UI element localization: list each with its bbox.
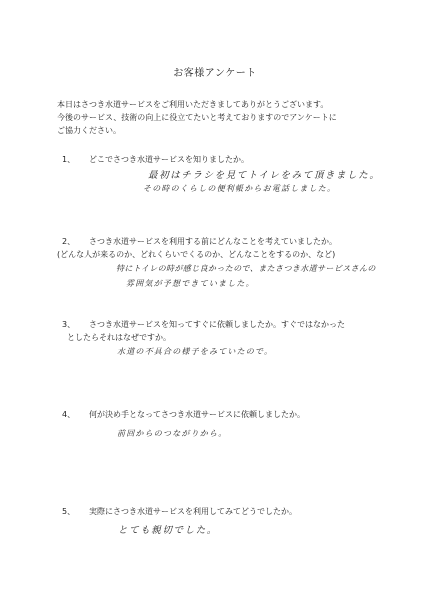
question-text: としたらそれはなぜですか。 xyxy=(67,333,171,342)
intro-text xyxy=(57,98,407,137)
intro-line: ご協力ください。 xyxy=(57,126,121,135)
handwritten-answer: 水道の不具合の様子をみていたので。 xyxy=(117,347,274,356)
question-text: 実際にさつき水道サービスを利用してみてどうでしたか。 xyxy=(89,507,297,516)
question-number: 4、 xyxy=(62,410,76,419)
intro-line: 今後のサービス、技術の向上に役立てたいと考えておりますのでアンケートに xyxy=(57,113,337,122)
question-text: どこでさつき水道サービスを知りましたか。 xyxy=(89,155,249,164)
handwritten-answer: 最初はチラシを見てトイレをみて頂きました。 xyxy=(148,170,381,181)
intro-line: 本日はさつき水道サービスをご利用いただきましてありがとうございます。 xyxy=(57,100,329,109)
document-title: お客様アンケート xyxy=(173,68,257,79)
question-text: 何が決め手となってさつき水道サービスに依頼しましたか。 xyxy=(89,410,305,419)
question-text: さつき水道サービスを利用する前にどんなことを考えていましたか。 xyxy=(89,237,337,246)
question-number: 3、 xyxy=(62,320,76,329)
handwritten-answer: その時のくらしの便利帳からお電話しました。 xyxy=(143,184,337,193)
question-text: (どんな人が来るのか、どれくらいでくるのか、どんなことをするのか、など) xyxy=(57,250,336,259)
handwritten-answer: とても親切でした。 xyxy=(118,525,218,536)
handwritten-answer: 特にトイレの時が感じ良かったので、またさつき水道サービスさんの xyxy=(116,264,376,273)
question-number: 2、 xyxy=(62,237,76,246)
question-text: さつき水道サービスを知ってすぐに依頼しましたか。すぐではなかった xyxy=(89,320,345,329)
question-number: 5、 xyxy=(62,507,76,516)
handwritten-answer: 雰囲気が予想できていました。 xyxy=(126,279,255,288)
handwritten-answer: 前回からのつながりから。 xyxy=(117,429,228,438)
question-number: 1、 xyxy=(62,155,76,164)
